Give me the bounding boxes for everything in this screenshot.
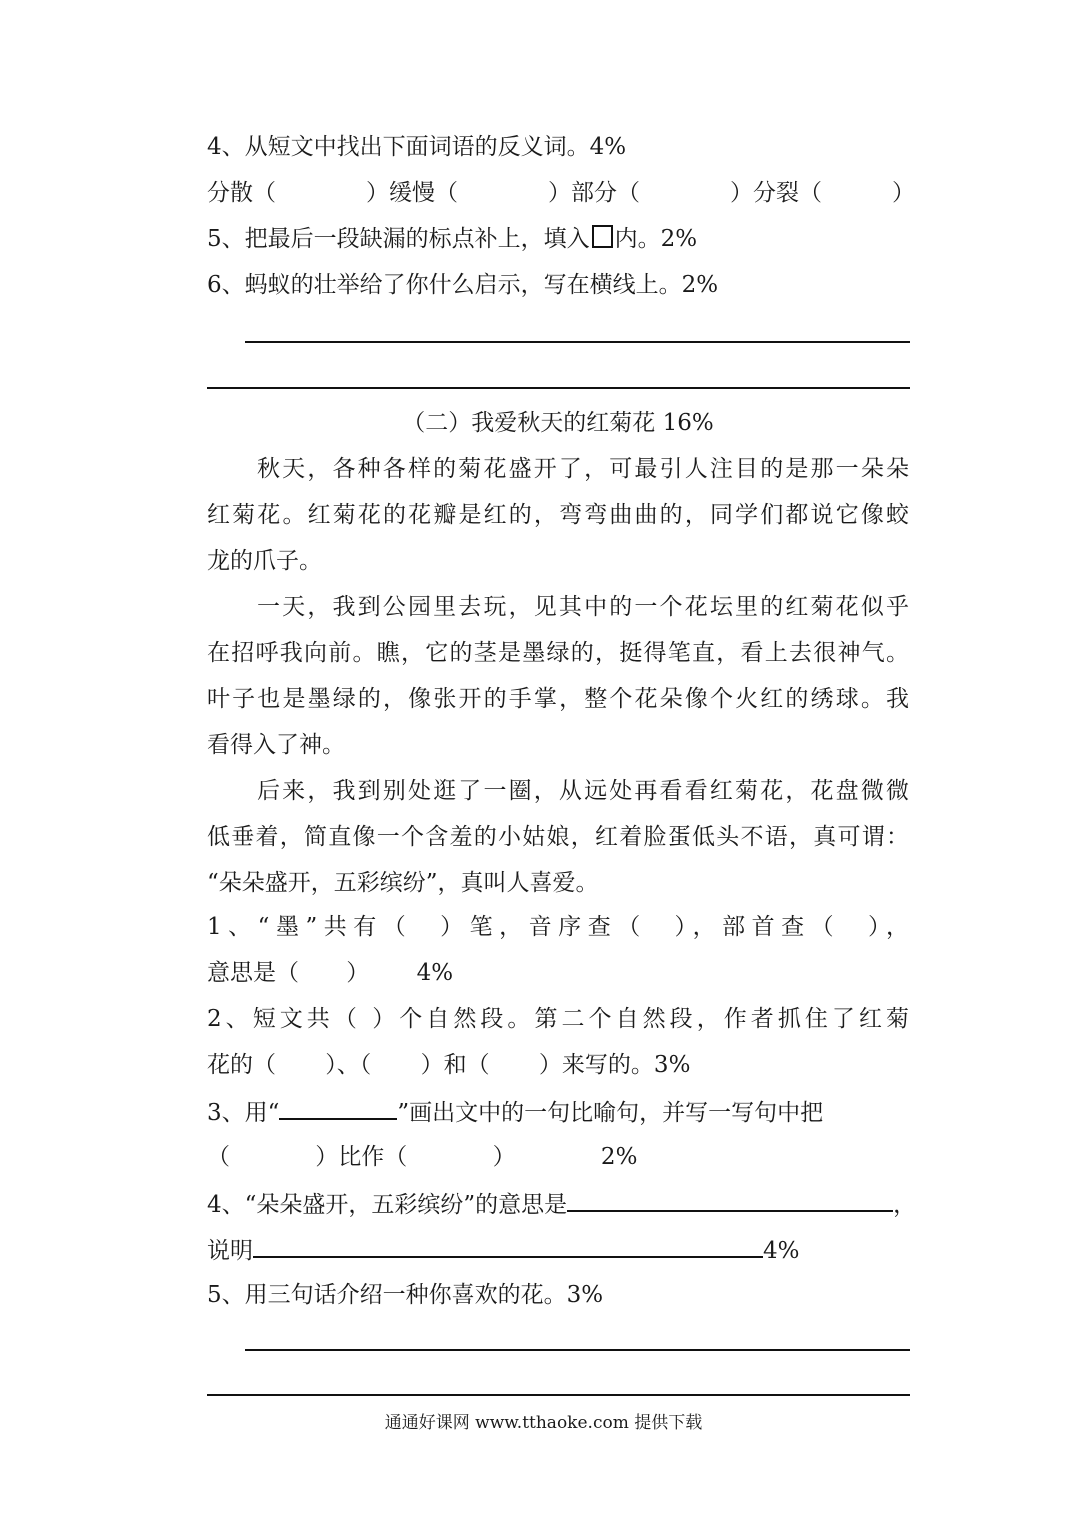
passage-line-8: 后来，我到别处逛了一圈，从远处再看看红菊花，花盘微微 [257,778,909,804]
question-2-4-explain [207,1234,909,1266]
underline-sample [279,1096,397,1120]
question-2-3-text-b: ”画出文中的一句比喻句，并写一写句中把 [397,1100,824,1126]
passage-line-1: 秋天，各种各样的菊花盛开了，可最引人注目的是那一朵朵 [257,456,909,482]
question-2-1-meaning: 意思是（ ） 4% [207,960,454,986]
question-2-5-flower: 5、用三句话介绍一种你喜欢的花。3% [207,1282,604,1308]
question-2-3-text-a: 3、用“ [207,1100,280,1126]
question-5-punctuation [207,224,909,254]
question-2-4-text-c: 说明 [207,1238,253,1264]
explain-answer-line[interactable] [253,1234,763,1258]
question-2-4-score: 4% [763,1238,800,1264]
blank-word-1: 分散（ [207,180,276,206]
question-5-text-a: 5、把最后一段缺漏的标点补上，填入 [207,226,590,252]
passage-line-9: 低垂着，简直像一个含羞的小姑娘，红着脸蛋低头不语，真可谓： [207,824,909,850]
passage-line-4: 一天，我到公园里去玩，见其中的一个花坛里的红菊花似乎 [257,594,909,620]
question-2-2-aspects: 花的（ ）、（ ）和（ ）来写的。3% [207,1052,691,1078]
passage-line-7: 看得入了神。 [207,732,345,758]
meaning-answer-line[interactable] [567,1188,893,1212]
footer-source: 通通好课网 www.tthaoke.com 提供下载 [384,1413,703,1433]
question-5-text-b: 内。2% [614,226,698,252]
blank-word-4: ）分裂（ [730,180,822,206]
answer-line-3[interactable] [245,1349,910,1351]
question-2-2-paragraphs: 2、短文共（ ）个自然段。第二个自然段，作者抓住了红菊 [207,1006,909,1032]
question-6-inspiration: 6、蚂蚁的壮举给了你什么启示，写在横线上。2% [207,272,719,298]
section-2-title: （二）我爱秋天的红菊花 16% [402,410,714,436]
question-2-3-compare: （ ）比作（ ） 2% [207,1144,638,1170]
passage-line-2: 红菊花。红菊花的花瓣是红的，弯弯曲曲的，同学们都说它像蛟 [207,502,909,528]
question-2-4-text-a: 4、“朵朵盛开，五彩缤纷”的意思是 [207,1192,568,1218]
answer-line-1[interactable] [245,341,910,343]
question-2-3-simile [207,1096,909,1128]
question-4-blanks [207,178,915,208]
answer-line-2[interactable] [207,387,910,389]
question-2-1-ink: 1、“墨”共有（ ）笔，音序查（ ），部首查（ ）， [207,914,909,940]
passage-line-6: 叶子也是墨绿的，像张开的手掌，整个花朵像个火红的绣球。我 [207,686,909,712]
footer-divider [207,1394,910,1396]
passage-line-5: 在招呼我向前。瞧，它的茎是墨绿的，挺得笔直，看上去很神气。 [207,640,909,666]
question-4-antonyms: 4、从短文中找出下面词语的反义词。4% [207,134,627,160]
passage-line-10: “朵朵盛开，五彩缤纷”，真叫人喜爱。 [207,870,599,896]
passage-line-3: 龙的爪子。 [207,548,322,574]
question-2-4-text-b: ， [893,1192,917,1218]
blank-word-5: ） [892,180,915,206]
question-2-4-meaning [207,1188,917,1220]
punctuation-box-icon [592,225,613,248]
blank-word-2: ）缓慢（ [366,180,458,206]
blank-word-3: ）部分（ [548,180,640,206]
